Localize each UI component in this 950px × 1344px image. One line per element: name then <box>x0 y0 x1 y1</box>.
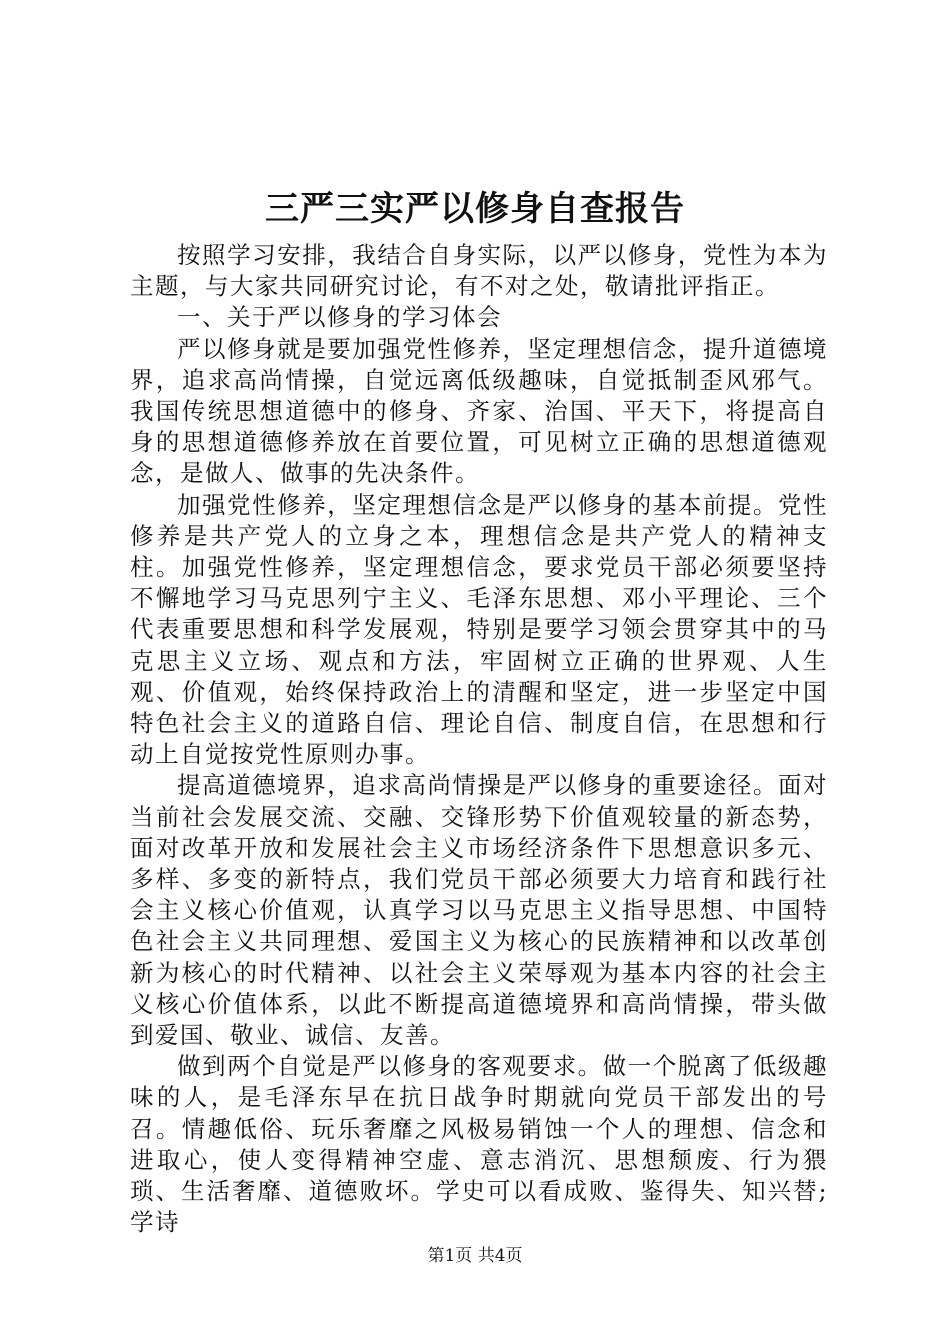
page-footer: 第1页 共4页 <box>427 1246 523 1266</box>
paragraph: 加强党性修养，坚定理想信念是严以修身的基本前提。党性修养是共产党人的立身之本，理想信念是共产党人的精神支柱。加强党性修养，坚定理想信念，要求党员干部必须要坚持不懈地学习马克思列宁主义、毛泽东思想、邓小平理论、三个代表重要思想和科学发展观，特别是要学习领会贯穿其中的马克思主义立场、观点和方法，牢固树立正确的世界观、人生观、价值观，始终保持政治上的清醒和坚定，进一步坚定中国特色社会主义的道路自信、理论自信、制度自信，在思想和行动上自觉按党性原则办事。 <box>130 490 828 769</box>
paragraph-intro: 按照学习安排，我结合自身实际，以严以修身，党性为本为主题，与大家共同研究讨论，有不对之处，敬请批评指正。 <box>130 241 828 301</box>
document-body <box>130 240 828 1239</box>
document-title: 三严三实严以修身自查报告 <box>265 189 685 229</box>
paragraph: 提高道德境界，追求高尚情操是严以修身的重要途径。面对当前社会发展交流、交融、交锋形势下价值观较量的新态势，面对改革开放和发展社会主义市场经济条件下思想意识多元、多样、多变的新特点，我们党员干部必须要大力培育和践行社会主义核心价值观，认真学习以马克思主义指导思想、中国特色社会主义共同理想、爱国主义为核心的民族精神和以改革创新为核心的时代精神、以社会主义荣辱观为基本内容的社会主义核心价值体系，以此不断提高道德境界和高尚情操，带头做到爱国、敬业、诚信、友善。 <box>130 771 828 1050</box>
paragraph: 做到两个自觉是严以修身的客观要求。做一个脱离了低级趣味的人，是毛泽东早在抗日战争时期就向党员干部发出的号召。情趣低俗、玩乐奢靡之风极易销蚀一个人的理想、信念和进取心，使人变得精神空虚、意志消沉、思想颓废、行为猥琐、生活奢靡、道德败坏。学史可以看成败、鉴得失、知兴替;学诗 <box>130 1052 828 1237</box>
paragraph: 严以修身就是要加强党性修养，坚定理想信念，提升道德境界，追求高尚情操，自觉远离低级趣味，自觉抵制歪风邪气。我国传统思想道德中的修身、齐家、治国、平天下，将提高自身的思想道德修养放在首要位置，可见树立正确的思想道德观念，是做人、做事的先决条件。 <box>130 334 828 488</box>
section-heading: 一、关于严以修身的学习体会 <box>177 303 502 332</box>
